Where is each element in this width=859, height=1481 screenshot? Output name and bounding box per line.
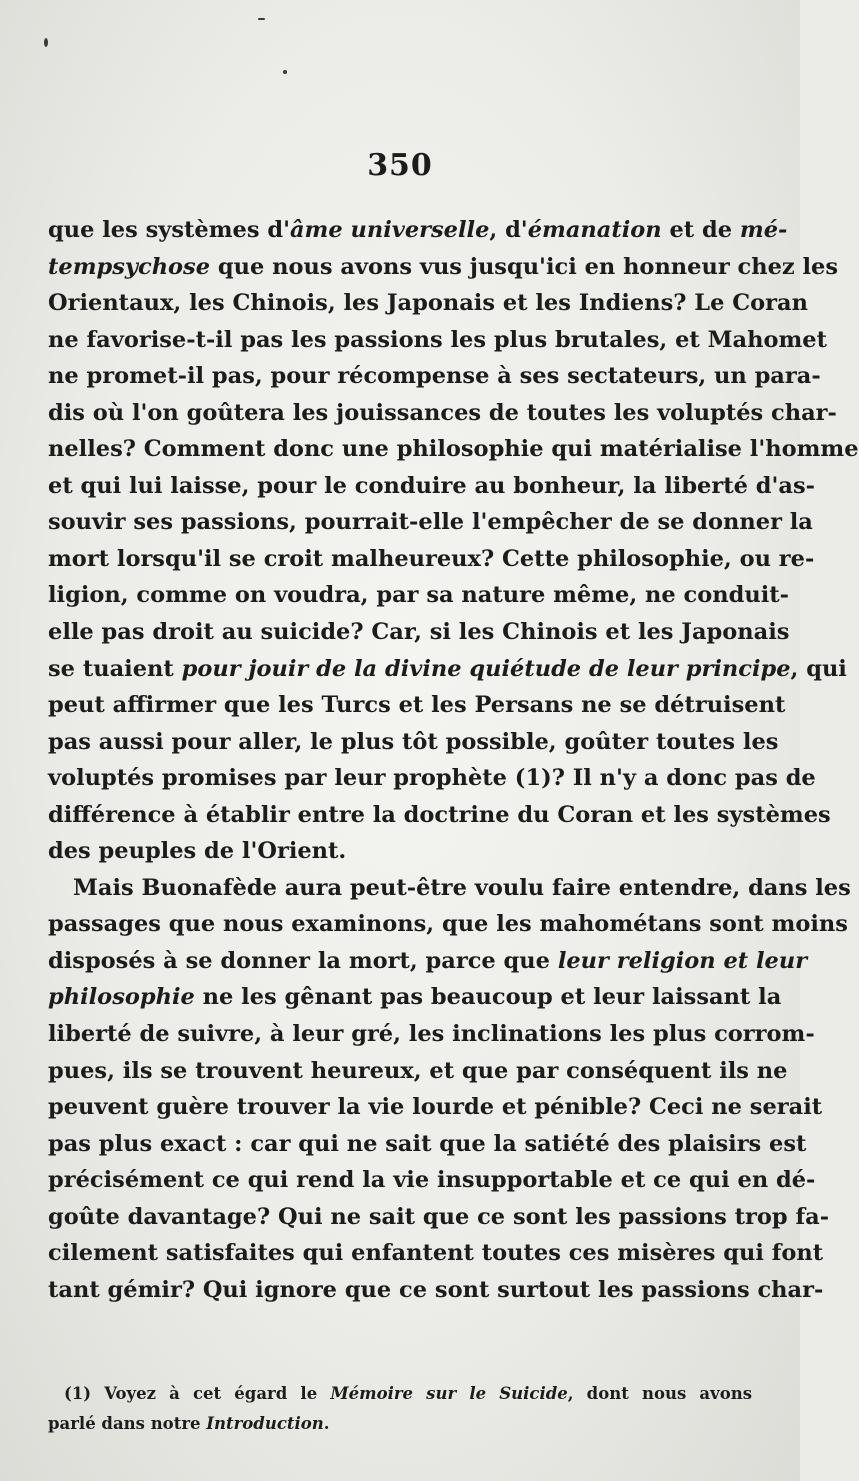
text-segment: , dont nous avons [567,1384,752,1403]
body-text [48,212,859,1308]
text-line [48,943,808,980]
page-number: 350 [367,148,433,183]
text-segment: ne promet-il pas, pour récompense à ses sectateurs, un para- [48,363,821,390]
text-segment: Orientaux, les Chinois, les Japonais et les Indiens? Le Coran [48,290,808,317]
text-segment: cilement satisfaites qui enfantent toutes ces misères qui font [48,1240,824,1267]
italic-text: Mémoire sur le Suicide [330,1384,568,1403]
text-line [48,1053,788,1090]
text-segment: parlé dans notre [48,1414,207,1433]
text-line [48,504,813,541]
text-line [48,249,839,286]
text-segment: peuvent guère trouver la vie lourde et pénible? Ceci ne serait [48,1094,823,1121]
footnote-line [48,1379,752,1409]
text-line [48,614,790,651]
text-segment: et de [661,217,740,243]
print-speck [44,38,48,47]
text-line [48,1089,823,1126]
text-line [48,431,859,468]
text-segment: . [323,1414,330,1433]
text-line [48,1272,824,1309]
italic-text: pour jouir de la divine quiétude de leur principe [181,655,791,682]
text-line [48,322,827,359]
text-line [48,1126,807,1163]
text-line [48,979,782,1016]
text-line [48,870,851,907]
text-segment: que nous avons vus jusqu'ici en honneur chez les [210,253,839,280]
text-segment: dis où l'on goûtera les jouissances de toutes les voluptés char- [48,399,837,426]
text-segment: (1) Voyez à cet égard le [64,1384,331,1403]
italic-text: âme universelle [289,217,490,243]
text-segment: , d' [489,217,528,243]
italic-text: mé- [739,217,788,243]
text-line [48,724,779,761]
text-segment: ne favorise-t-il pas les passions les plus brutales, et Mahomet [48,326,827,353]
text-line [48,906,848,943]
text-segment: précisément ce qui rend la vie insupportable et ce qui en dé- [48,1167,816,1194]
text-line [48,1235,824,1272]
text-line [48,212,788,249]
text-segment: pas plus exact : car qui ne sait que la satiété des plaisirs est [48,1130,807,1157]
text-line [48,395,837,432]
text-segment: différence à établir entre la doctrine du Coran et les systèmes [48,801,831,828]
text-line [48,760,816,797]
text-segment: liberté de suivre, à leur gré, les inclinations les plus corrom- [48,1021,815,1048]
text-line [48,541,815,578]
text-line [48,1016,815,1053]
text-segment: Mais Buonafède aura peut-être voulu faire entendre, dans les [73,874,851,901]
italic-text: tempsychose [48,253,211,280]
text-segment: peut affirmer que les Turcs et les Persans ne se détruisent [48,692,786,719]
text-segment: des peuples de l'Orient. [48,838,347,865]
text-segment: voluptés promises par leur prophète (1)? Il n'y a donc pas de [48,765,816,792]
text-segment: disposés à se donner la mort, parce que [48,947,558,974]
text-line [48,1162,816,1199]
footnote-line [48,1409,752,1439]
text-line [48,358,821,395]
text-segment: et qui lui laisse, pour le conduire au bonheur, la liberté d'as- [48,472,815,499]
text-segment: tant gémir? Qui ignore que ce sont surtout les passions char- [48,1276,824,1303]
text-segment: pues, ils se trouvent heureux, et que par conséquent ils ne [48,1057,788,1084]
footnote [48,1379,752,1439]
text-segment: souvir ses passions, pourrait-elle l'empêcher de se donner la [48,509,813,536]
text-segment: pas aussi pour aller, le plus tôt possible, goûter toutes les [48,728,779,755]
italic-text: philosophie [48,984,195,1011]
text-segment: se tuaient [48,655,182,682]
text-line [48,797,831,834]
text-line [48,687,786,724]
text-segment: elle pas droit au suicide? Car, si les Chinois et les Japonais [48,619,790,646]
text-segment: que les systèmes d' [48,217,290,243]
italic-text: Introduction [206,1414,324,1433]
text-segment: mort lorsqu'il se croit malheureux? Cette philosophie, ou re- [48,545,815,572]
text-line [48,577,789,614]
print-speck [258,18,265,20]
text-line [48,285,808,322]
text-line [48,651,847,688]
text-segment: , qui [790,655,847,682]
text-segment: passages que nous examinons, que les mahométans sont moins [48,911,848,938]
text-segment: nelles? Comment donc une philosophie qui matérialise l'homme [48,436,859,463]
text-segment: ne les gênant pas beaucoup et leur laissant la [194,984,782,1011]
print-speck [283,70,287,74]
text-segment: goûte davantage? Qui ne sait que ce sont les passions trop fa- [48,1203,830,1230]
text-segment: ligion, comme on voudra, par sa nature même, ne conduit- [48,582,789,609]
text-line [48,468,815,505]
text-line [48,833,752,870]
italic-text: émanation [527,217,662,243]
text-line [48,1199,830,1236]
italic-text: leur religion et leur [557,947,808,974]
